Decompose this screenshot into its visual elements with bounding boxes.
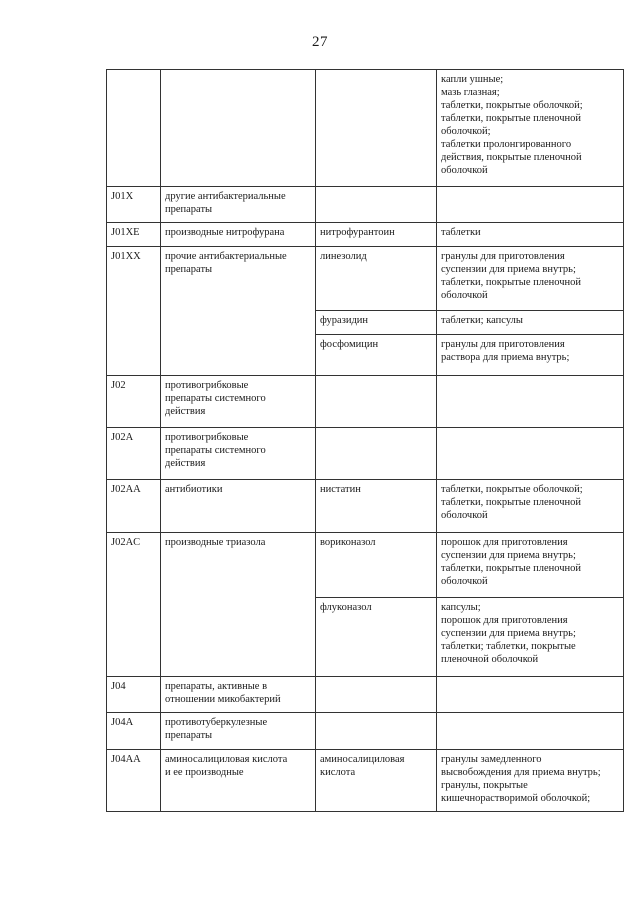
table-row — [107, 187, 624, 223]
group-cell — [161, 70, 316, 187]
table-row — [107, 713, 624, 750]
atc-code-cell: J02A — [107, 428, 161, 480]
drug-name-cell: фуразидин — [316, 311, 437, 335]
dosage-form-cell: гранулы для приготовления раствора для приема внутрь; — [437, 335, 624, 376]
table-row — [107, 533, 624, 598]
dosage-form-cell: таблетки; капсулы — [437, 311, 624, 335]
atc-code-cell: J04A — [107, 713, 161, 750]
group-cell: противогрибковые препараты системного действия — [161, 428, 316, 480]
drug-name-cell — [316, 187, 437, 223]
atc-code-cell: J01XE — [107, 223, 161, 247]
group-cell: противогрибковые препараты системного действия — [161, 376, 316, 428]
dosage-form-cell: гранулы для приготовления суспензии для приема внутрь; таблетки, покрытые пленочной оболочкой — [437, 247, 624, 311]
medication-table — [106, 69, 624, 812]
dosage-form-cell: порошок для приготовления суспензии для приема внутрь; таблетки, покрытые пленочной оболочкой — [437, 533, 624, 598]
table-row — [107, 750, 624, 812]
atc-code-cell: J02 — [107, 376, 161, 428]
atc-code-cell: J04 — [107, 677, 161, 713]
dosage-form-cell — [437, 677, 624, 713]
atc-code-cell: J01X — [107, 187, 161, 223]
atc-code-cell: J04AA — [107, 750, 161, 812]
dosage-form-cell — [437, 376, 624, 428]
drug-name-cell — [316, 376, 437, 428]
dosage-form-cell: капли ушные; мазь глазная; таблетки, покрытые оболочкой; таблетки, покрытые пленочной оболочкой; таблетки пролонгированного действия, покрытые пленочной оболочкой — [437, 70, 624, 187]
atc-code-cell: J02AA — [107, 480, 161, 533]
dosage-form-cell — [437, 713, 624, 750]
group-cell: антибиотики — [161, 480, 316, 533]
drug-name-cell — [316, 713, 437, 750]
table-row — [107, 223, 624, 247]
table-row — [107, 70, 624, 187]
drug-name-cell — [316, 70, 437, 187]
group-cell: противотуберкулезные препараты — [161, 713, 316, 750]
table-row — [107, 376, 624, 428]
drug-name-cell: нистатин — [316, 480, 437, 533]
drug-name-cell: фосфомицин — [316, 335, 437, 376]
page-number: 27 — [312, 34, 328, 50]
drug-name-cell — [316, 428, 437, 480]
atc-code-cell — [107, 70, 161, 187]
drug-name-cell: флуконазол — [316, 598, 437, 677]
group-cell: препараты, активные в отношении микобактерий — [161, 677, 316, 713]
atc-code-cell: J02AC — [107, 533, 161, 677]
drug-name-cell — [316, 677, 437, 713]
drug-name-cell: линезолид — [316, 247, 437, 311]
dosage-form-cell — [437, 428, 624, 480]
drug-name-cell: вориконазол — [316, 533, 437, 598]
dosage-form-cell: таблетки, покрытые оболочкой; таблетки, покрытые пленочной оболочкой — [437, 480, 624, 533]
dosage-form-cell: капсулы; порошок для приготовления суспензии для приема внутрь; таблетки; таблетки, покрытые пленочной оболочкой — [437, 598, 624, 677]
drug-name-cell: аминосалициловая кислота — [316, 750, 437, 812]
table-row — [107, 480, 624, 533]
atc-code-cell: J01XX — [107, 247, 161, 376]
group-cell: производные триазола — [161, 533, 316, 677]
group-cell: прочие антибактериальные препараты — [161, 247, 316, 376]
dosage-form-cell — [437, 187, 624, 223]
group-cell: другие антибактериальные препараты — [161, 187, 316, 223]
group-cell: аминосалициловая кислота и ее производные — [161, 750, 316, 812]
drug-name-cell: нитрофурантоин — [316, 223, 437, 247]
dosage-form-cell: таблетки — [437, 223, 624, 247]
dosage-form-cell: гранулы замедленного высвобождения для приема внутрь; гранулы, покрытые кишечнорастворимой оболочкой; — [437, 750, 624, 812]
group-cell: производные нитрофурана — [161, 223, 316, 247]
table-row — [107, 428, 624, 480]
table-row — [107, 247, 624, 311]
table-row — [107, 677, 624, 713]
